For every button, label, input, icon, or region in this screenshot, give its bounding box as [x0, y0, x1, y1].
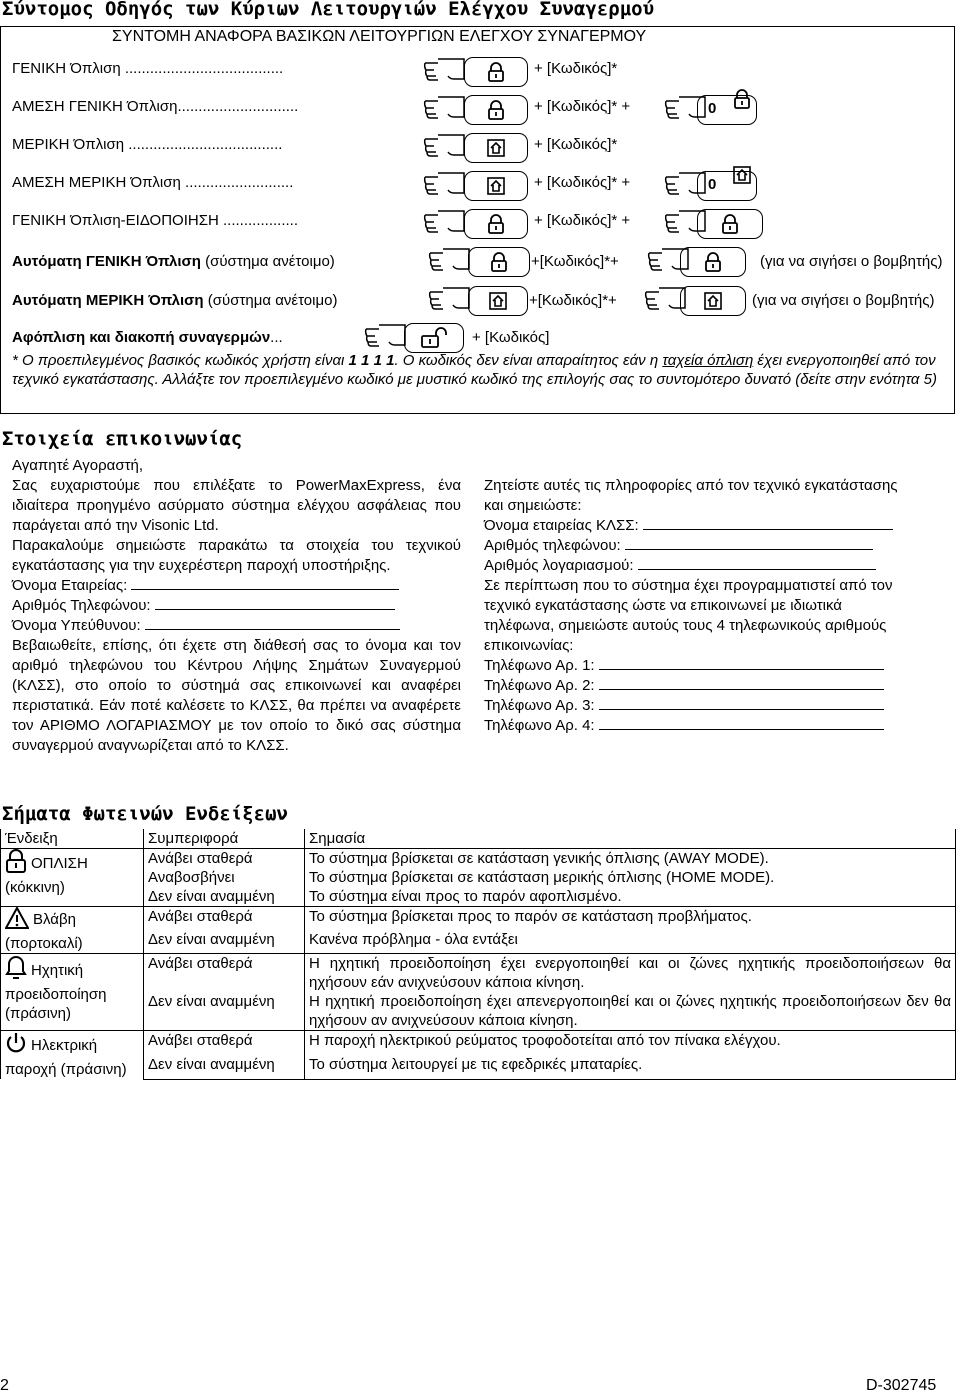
phone-1-field[interactable] [599, 657, 884, 670]
instant-away-arm-row-key[interactable] [464, 95, 528, 125]
instant-home-arm-row-key[interactable] [464, 171, 528, 201]
power-icon [5, 1042, 27, 1059]
auto-home-key[interactable] [468, 286, 528, 316]
instant-away-arm-row-label: ΑΜΕΣΗ ΓΕΝΙΚΗ Όπλιση............................. [12, 98, 299, 115]
indicator-color: (κόκκινη) [5, 879, 65, 896]
indicator-label: Ηχητική [31, 962, 84, 979]
auto-away-silence-key[interactable] [680, 247, 746, 277]
lock-icon [5, 860, 27, 877]
auto-home-note: (για να σιγήσει ο βομβητής) [752, 292, 935, 309]
quick-arm-link[interactable]: ταχεία όπλιση [662, 352, 754, 369]
away-latchkey-row-second-key[interactable] [697, 209, 763, 239]
contact-heading: Στοιχεία επικοινωνίας [2, 428, 243, 450]
indicator-label: Βλάβη [33, 911, 76, 928]
phone-2-field[interactable] [599, 677, 884, 690]
auto-away-code: +[Κωδικός]*+ [531, 253, 619, 270]
quick-reference-heading: ΣΥΝΤΟΜΗ ΑΝΑΦΟΡΑ ΒΑΣΙΚΩΝ ΛΕΙΤΟΥΡΓΙΩΝ ΕΛΕΓΧΟΥ ΣΥΝΑΓΕΡΜΟΥ [112, 28, 647, 45]
column-header-meaning: Σημασία [305, 829, 956, 849]
away-latchkey-row-key[interactable] [464, 209, 528, 239]
indicator-color: προειδοποίηση (πράσινη) [5, 986, 107, 1022]
home-arm-row-label: ΜΕΡΙΚΗ Όπλιση ..................................... [12, 136, 283, 153]
indicator-color: παροχή (πράσινη) [5, 1061, 127, 1078]
away-arm-row-key[interactable] [464, 57, 528, 87]
behavior-cell: Ανάβει σταθερά [144, 849, 305, 869]
indicator-color: (πορτοκαλί) [5, 935, 83, 952]
press-hand-icon [428, 247, 472, 277]
meaning-cell: Το σύστημα λειτουργεί με τις εφεδρικές μπαταρίες. [305, 1055, 956, 1079]
indicator-cell [1, 1031, 144, 1080]
press-hand-icon [423, 209, 467, 239]
instant-away-arm-row-zero-key[interactable] [697, 95, 757, 125]
away-arm-row-label: ΓΕΝΙΚΗ Όπλιση ...................................... [12, 60, 284, 77]
press-hand-icon [364, 323, 408, 353]
bell-icon [5, 967, 27, 984]
away-latchkey-row-label: ΓΕΝΙΚΗ Όπλιση-ΕΙΔΟΠΟΙΗΣΗ .................. [12, 212, 298, 229]
phone-3-field[interactable] [599, 697, 884, 710]
indicator-cell [1, 849, 144, 907]
indicator-cell [1, 907, 144, 954]
indicator-label: Ηλεκτρική [31, 1037, 98, 1054]
warning-icon [5, 916, 29, 933]
meaning-cell: Το σύστημα βρίσκεται προς το παρόν σε κατάσταση προβλήματος. [305, 907, 956, 931]
contact-left-column: Αγαπητέ Αγοραστή, Σας ευχαριστούμε που επιλέξατε το PowerMaxExpress, ένα ιδιαίτερα προηγμένο ασύρματο σύστημα ελέγχου ασφάλειας που παράγεται από την Visonic Ltd. Παρακαλούμε σημειώστε παρακάτω τα στοιχεία του τεχνικού εγκατάστασης για την ευχερέστερη παροχή υποστήριξης. Όνομα Εταιρείας: Αριθμός Τηλεφώνου: Όνομα Υπεύθυνου: Βεβαιωθείτε, επίσης, ότι έχετε στη διάθεσή σας το όνομα και τον αριθμό τηλεφώνου του Κέντρου Λήψης Σημάτων Συναγερμού (ΚΛΣΣ), στο οποίο το σύστημά σας επικοινωνεί και αναφέρει περιστατικά. Εάν ποτέ καλέσετε το ΚΛΣΣ, θα πρέπει να αναφέρετε τον ΑΡΙΘΜΟ ΛΟΓΑΡΙΑΣΜΟΥ με τον οποίο το δικό σας σύστημα συναγερμού αναγνωρίζεται από το ΚΛΣΣ. [12, 457, 461, 754]
disarm-key[interactable] [404, 323, 464, 353]
document-code: D-302745 [866, 1377, 937, 1394]
default-code-footnote: * Ο προεπιλεγμένος βασικός κωδικός χρήστη είναι 1 1 1 1. Ο κωδικός δεν είναι απαραίτητος εάν η ταχεία όπλιση έχει ενεργοποιηθεί από τον τεχνικό εγκατάστασης. Αλλάξτε τον προεπιλεγμένο κωδικό με μυστικό κωδικό της επιλογής σας το συντομότερο δυνατό (δείτε στην ενότητα 5) [12, 352, 937, 388]
table-row [1, 868, 956, 887]
auto-away-arm-label: Αυτόματη ΓΕΝΙΚΗ Όπλιση (σύστημα ανέτοιμο) [12, 253, 335, 270]
behavior-cell: Ανάβει σταθερά [144, 907, 305, 931]
press-hand-icon [423, 95, 467, 125]
behavior-cell: Δεν είναι αναμμένη [144, 1055, 305, 1079]
table-row [1, 1031, 956, 1055]
auto-home-silence-key[interactable] [680, 286, 746, 316]
meaning-cell: Το σύστημα βρίσκεται σε κατάσταση μερικής όπλισης (HOME MODE). [305, 868, 956, 887]
indicator-label: ΟΠΛΙΣΗ [31, 855, 88, 872]
table-row [1, 992, 956, 1031]
disarm-code: + [Κωδικός] [472, 329, 550, 346]
zero-key-label: 0 [708, 176, 717, 193]
behavior-cell: Ανάβει σταθερά [144, 954, 305, 993]
account-number-field[interactable] [638, 557, 876, 570]
table-row [1, 887, 956, 907]
behavior-cell: Ανάβει σταθερά [144, 1031, 305, 1055]
company-name-field[interactable] [131, 577, 399, 590]
column-header-indicator: Ένδειξη [1, 829, 144, 849]
auto-away-note: (για να σιγήσει ο βομβητής) [760, 253, 943, 270]
cms-phone-field[interactable] [625, 537, 873, 550]
zero-key-label: 0 [708, 100, 717, 117]
behavior-cell: Δεν είναι αναμμένη [144, 992, 305, 1031]
press-hand-icon [423, 57, 467, 87]
phone-4-field[interactable] [599, 717, 884, 730]
instant-home-arm-row-code: + [Κωδικός]* + [534, 174, 631, 191]
meaning-cell: Κανένα πρόβλημα - όλα εντάξει [305, 930, 956, 954]
indicator-cell [1, 954, 144, 1031]
auto-home-code: +[Κωδικός]*+ [529, 292, 617, 309]
table-row [1, 849, 956, 869]
table-row [1, 930, 956, 954]
press-hand-icon [423, 171, 467, 201]
behavior-cell: Αναβοσβήνει [144, 868, 305, 887]
behavior-cell: Δεν είναι αναμμένη [144, 930, 305, 954]
table-row [1, 954, 956, 993]
indicator-table [0, 829, 956, 1080]
default-code: 1 1 1 1 [348, 352, 395, 369]
auto-away-key[interactable] [468, 247, 530, 277]
instant-home-arm-row-zero-key[interactable] [697, 171, 757, 201]
away-latchkey-row-code: + [Κωδικός]* + [534, 212, 631, 229]
instant-away-arm-row-code: + [Κωδικός]* + [534, 98, 631, 115]
away-arm-row-code: + [Κωδικός]* [534, 60, 618, 77]
page-title: Σύντομος Οδηγός των Κύριων Λειτουργιών Ελέγχου Συναγερμού [2, 0, 655, 20]
home-arm-row-code: + [Κωδικός]* [534, 136, 618, 153]
contact-right-column: Ζητείστε αυτές τις πληροφορίες από τον τεχνικό εγκατάστασης και σημειώστε: Όνομα εταιρείας ΚΛΣΣ: Αριθμός τηλεφώνου: Αριθμός λογαριασμού: Σε περίπτωση που το σύστημα έχει προγραμματιστεί από τον τεχνικό εγκατάστασης ώστε να επικοινωνεί με ιδιωτικά τηλέφωνα, σημειώστε αυτούς τους 4 τηλεφωνικούς αριθμούς επικοινωνίας: Τηλέφωνο Αρ. 1: Τηλέφωνο Αρ. 2: Τηλέφωνο Αρ. 3: Τηλέφωνο Αρ. 4: [484, 477, 898, 734]
home-arm-row-key[interactable] [464, 133, 528, 163]
meaning-cell: Το σύστημα είναι προς το παρόν αφοπλισμένο. [305, 887, 956, 907]
table-row [1, 907, 956, 931]
meaning-cell: Το σύστημα βρίσκεται σε κατάσταση γενικής όπλισης (AWAY MODE). [305, 849, 956, 869]
press-hand-icon [428, 286, 472, 316]
instant-home-arm-row-label: ΑΜΕΣΗ ΜΕΡΙΚΗ Όπλιση .......................... [12, 174, 294, 191]
meaning-cell: Η παροχή ηλεκτρικού ρεύματος τροφοδοτείται από τον πίνακα ελέγχου. [305, 1031, 956, 1055]
indicator-signals-heading: Σήματα Φωτεινών Ενδείξεων [2, 803, 288, 825]
behavior-cell: Δεν είναι αναμμένη [144, 887, 305, 907]
disarm-label: Αφόπλιση και διακοπή συναγερμών... [12, 329, 283, 346]
table-row [1, 1055, 956, 1079]
responsible-name-field[interactable] [145, 617, 400, 630]
phone-number-field[interactable] [155, 597, 395, 610]
auto-home-arm-label: Αυτόματη ΜΕΡΙΚΗ Όπλιση (σύστημα ανέτοιμο) [12, 292, 338, 309]
cms-company-field[interactable] [643, 517, 893, 530]
page-number: 2 [0, 1377, 9, 1394]
press-hand-icon [423, 133, 467, 163]
meaning-cell: Η ηχητική προειδοποίηση έχει απενεργοποιηθεί και οι ζώνες ηχητικής προειδοποιήσεων δεν θα ηχήσουν αν ανιχνεύσουν κάποια κίνηση. [305, 992, 956, 1031]
meaning-cell: Η ηχητική προειδοποίηση έχει ενεργοποιηθεί και οι ζώνες ηχητικής προειδοποιήσεων θα ηχήσουν εάν ανιχνεύσουν κάποια κίνηση. [305, 954, 956, 993]
column-header-behavior: Συμπεριφορά [144, 829, 305, 849]
